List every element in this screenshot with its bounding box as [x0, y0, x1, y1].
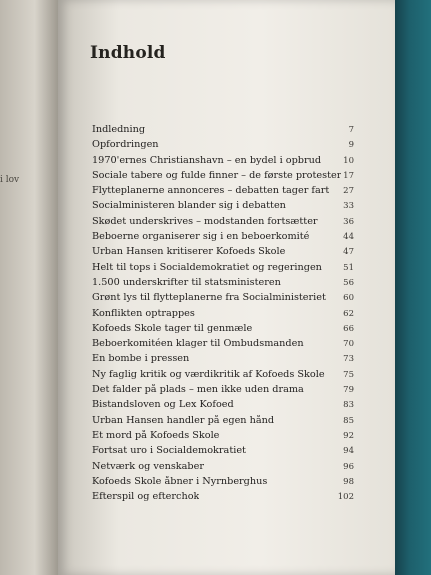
toc-entry-title: Kofoeds Skole åbner i Nyrnberghus	[92, 475, 268, 487]
toc-entry-page-number: 17	[343, 170, 354, 181]
toc-entry-page-number: 85	[343, 415, 354, 426]
toc-entry-title: En bombe i pressen	[92, 353, 190, 365]
toc-entry	[92, 308, 354, 323]
toc-entry	[92, 415, 354, 430]
toc-entry-title: Beboerkomitéen klager til Ombudsmanden	[92, 338, 304, 350]
toc-entry-title: Bistandsloven og Lex Kofoed	[92, 399, 234, 411]
toc-entry-page-number: 102	[337, 492, 354, 503]
toc-entry	[92, 262, 354, 277]
toc-entry-page-number: 47	[343, 247, 354, 258]
toc-entry-page-number: 9	[348, 140, 354, 151]
toc-entry	[92, 399, 354, 414]
toc-entry-title: Beboerne organiserer sig i en beboerkomité	[92, 231, 310, 243]
toc-entry-title: Fortsat uro i Socialdemokratiet	[92, 445, 246, 457]
toc-entry-page-number: 7	[348, 125, 354, 135]
toc-entry	[92, 491, 354, 506]
toc-entry-title: Skødet underskrives – modstanden fortsætter	[92, 215, 318, 227]
toc-entry-page-number: 79	[343, 385, 354, 396]
toc-entry-page-number: 10	[343, 155, 354, 166]
toc-entry-page-number: 56	[343, 277, 354, 288]
toc-entry-page-number: 44	[343, 232, 354, 243]
toc-entry-title: Netværk og venskaber	[92, 460, 205, 472]
toc-entry	[92, 200, 354, 215]
toc-entry-title: Sociale tabere og fulde finner – de første protester	[92, 169, 342, 181]
toc-entry	[92, 216, 354, 231]
toc-entry-title: Indledning	[92, 124, 146, 135]
toc-entry-title: Urban Hansen kritiserer Kofoeds Skole	[92, 246, 286, 258]
toc-entry-page-number: 96	[343, 461, 354, 472]
toc-entry-page-number: 51	[343, 262, 354, 273]
toc-entry-title: 1.500 underskrifter til statsministeren	[92, 276, 281, 288]
toc-entry	[92, 338, 354, 353]
table-of-contents	[92, 124, 354, 506]
toc-entry-title: Efterspil og efterchok	[92, 491, 200, 503]
toc-entry	[92, 277, 354, 292]
toc-entry-title: Opfordringen	[92, 139, 159, 151]
toc-entry-page-number: 92	[343, 430, 354, 441]
facing-page-text-fragment: i lov	[0, 175, 20, 185]
toc-entry-page-number: 36	[343, 216, 354, 227]
toc-entry-title: Urban Hansen handler på egen hånd	[92, 414, 275, 426]
toc-entry	[92, 430, 354, 445]
toc-entry-title: Ny faglig kritik og værdikritik af Kofoeds Skole	[92, 368, 325, 380]
toc-entry	[92, 170, 354, 185]
toc-entry-title: Flytteplanerne annonceres – debatten tager fart	[92, 185, 330, 197]
toc-entry	[92, 461, 354, 476]
toc-entry-page-number: 75	[343, 369, 354, 380]
toc-entry-page-number: 83	[343, 400, 354, 411]
toc-entry-page-number: 66	[343, 323, 354, 334]
toc-entry	[92, 185, 354, 200]
toc-entry	[92, 139, 354, 154]
toc-entry	[92, 124, 354, 139]
toc-entry	[92, 353, 354, 368]
toc-entry-page-number: 33	[343, 201, 354, 212]
toc-entry-title: Socialministeren blander sig i debatten	[92, 200, 286, 212]
toc-entry	[92, 155, 354, 170]
contents-page	[58, 0, 395, 575]
toc-entry-page-number: 94	[343, 446, 354, 457]
toc-entry-title: Konflikten optrappes	[92, 307, 195, 319]
toc-entry	[92, 231, 354, 246]
toc-entry-title: Grønt lys til flytteplanerne fra Socialministeriet	[92, 292, 326, 304]
page-title: Indhold	[90, 43, 166, 63]
toc-entry	[92, 476, 354, 491]
toc-entry-page-number: 98	[343, 476, 354, 487]
toc-entry	[92, 369, 354, 384]
toc-entry-title: Kofoeds Skole tager til genmæle	[92, 322, 253, 334]
toc-entry	[92, 323, 354, 338]
toc-entry-page-number: 73	[343, 354, 354, 365]
toc-entry	[92, 292, 354, 307]
toc-entry-page-number: 62	[343, 308, 354, 319]
toc-entry	[92, 246, 354, 261]
facing-page	[0, 0, 58, 575]
toc-entry-page-number: 60	[343, 293, 354, 304]
toc-entry-page-number: 27	[343, 186, 354, 197]
toc-entry-title: 1970'ernes Christianshavn – en bydel i opbrud	[92, 154, 322, 166]
toc-entry-title: Et mord på Kofoeds Skole	[92, 429, 220, 441]
toc-entry-title: Helt til tops i Socialdemokratiet og regeringen	[92, 261, 322, 273]
toc-entry-page-number: 70	[343, 339, 354, 350]
toc-entry	[92, 384, 354, 399]
toc-entry-title: Det falder på plads – men ikke uden drama	[92, 384, 304, 396]
book-cover-edge	[395, 0, 431, 575]
toc-entry	[92, 445, 354, 460]
